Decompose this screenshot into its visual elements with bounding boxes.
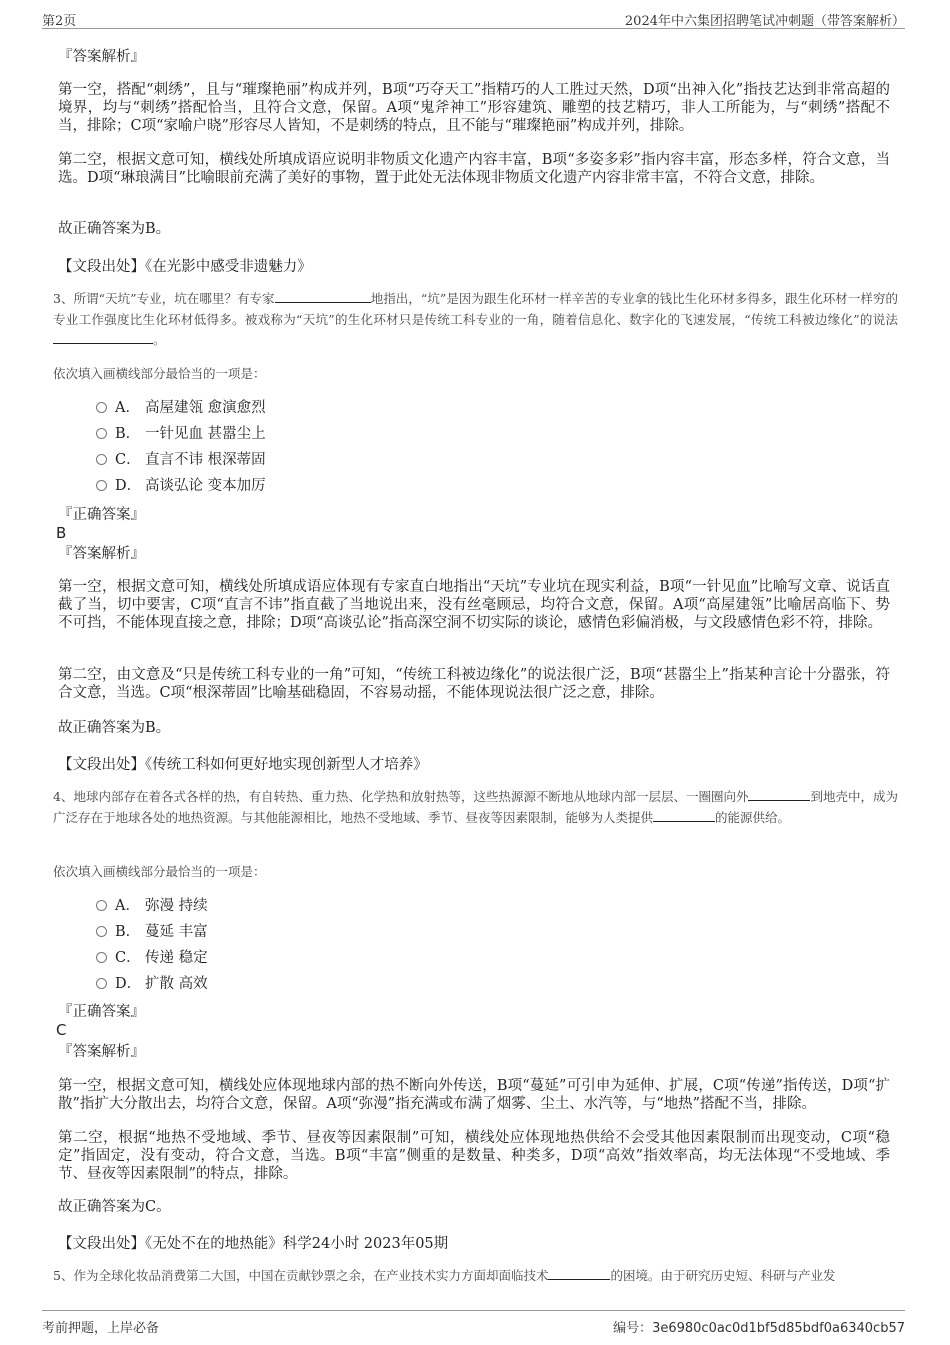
analysis-paragraph: 第一空，根据文意可知，横线处所填成语应体现有专家直白地指出“天坑”专业坑在现实利益，B项“一针见血”比喻写文章、说话直截了当，切中要害，C项“直言不讳”指直截了当地说出来，没有丝毫顾忌，均符合文意，保留。A项“高屋建瓴”比喻居高临下、势不可挡，不能体现直接之意，排除；D项“高谈弘论”指高深空洞不切实际的谈论，感情色彩偏消极，与文段感情色彩不符，排除。 bbox=[58, 579, 890, 631]
answer-blank bbox=[548, 1267, 610, 1280]
question-3-text: 3、所谓“天坑”专业，坑在哪里？有专家 地指出，“坑”是因为跟生化环材一样辛苦的专业拿的钱比生化环材多得多，跟生化环材一样穷的专业工作强度比生化环材低得多。被戏称为“天坑”的生化环材只是传统工科专业的一角，随着信息化、数字化的飞速发展，“传统工科被边缘化”的说法。 bbox=[53, 291, 898, 347]
option-c[interactable]: C． 传递 稳定 bbox=[96, 948, 208, 968]
analysis-paragraph: 第一空，根据文意可知，横线处应体现地球内部的热不断向外传送，B项“蔓延”可引申为延伸、扩展，C项“传递”指传送，D项“扩散”指扩大分散出去，均符合文意，保留。A项“弥漫”指充满或布满了烟雾、尘土、水汽等，与“地热”搭配不当，排除。 bbox=[58, 1078, 890, 1112]
correct-answer-label: 『正确答案』 bbox=[58, 507, 145, 523]
radio-icon[interactable] bbox=[96, 454, 107, 465]
option-b[interactable]: B． 蔓延 丰富 bbox=[96, 922, 208, 942]
analysis-paragraph: 第二空，根据“地热不受地域、季节、昼夜等因素限制”可知，横线处应体现地热供给不会受其他因素限制而出现变动，C项“稳定”指固定，没有变动，符合文意，当选。B项“丰富”侧重的是数量、种类多，D项“高效”指效率高，均无法体现“不受地域、季节、昼夜等因素限制”的特点，排除。 bbox=[58, 1130, 891, 1182]
footer-slogan: 考前押题，上岸必备 bbox=[42, 1321, 160, 1336]
document-title: 2024年中六集团招聘笔试冲刺题（带答案解析） bbox=[624, 14, 905, 29]
radio-icon[interactable] bbox=[96, 900, 107, 911]
source-citation: 【文段出处】《在光影中感受非遗魅力》 bbox=[58, 259, 312, 275]
answer-blank bbox=[653, 809, 715, 822]
page-footer bbox=[42, 1310, 905, 1337]
analysis-label: 『答案解析』 bbox=[58, 546, 145, 562]
option-d[interactable]: D． 高谈弘论 变本加厉 bbox=[96, 476, 266, 496]
source-citation: 【文段出处】《传统工科如何更好地实现创新型人才培养》 bbox=[58, 757, 428, 773]
page-number: 第2页 bbox=[42, 14, 77, 29]
question-4-text: 4、地球内部存在着各式各样的热，有自转热、重力热、化学热和放射热等，这些热源源不断地从地球内部一层层、一圈圈向外 到地壳中，成为广泛存在于地球各处的地热资源。与其他能源相比，地热不受地域、季节、昼夜等因素限制，能够为人类提供 的能源供给。 bbox=[53, 789, 898, 825]
radio-icon[interactable] bbox=[96, 978, 107, 989]
radio-icon[interactable] bbox=[96, 926, 107, 937]
correct-answer-label: 『正确答案』 bbox=[58, 1004, 145, 1020]
analysis-paragraph: 第一空，搭配“刺绣”，且与“璀璨艳丽”构成并列，B项“巧夺天工”指精巧的人工胜过天然，D项“出神入化”指技艺达到非常高超的境界，均与“刺绣”搭配恰当，且符合文意，保留。A项“鬼斧神工”形容建筑、雕塑的技艺精巧，非人工所能为，与“刺绣”搭配不当，排除；C项“家喻户晓”形容尽人皆知，不是刺绣的特点，且不能与“璀璨艳丽”构成并列，排除。 bbox=[58, 82, 890, 134]
analysis-paragraph: 第二空，根据文意可知，横线处所填成语应说明非物质文化遗产内容丰富，B项“多姿多彩”指内容丰富，形态多样，符合文意，当选。D项“琳琅满目”比喻眼前充满了美好的事物，置于此处无法体现非物质文化遗产内容非常丰富，不符合文意，排除。 bbox=[58, 152, 890, 186]
document-code: 编号：3e6980c0ac0d1bf5d85bdf0a6340cb57 bbox=[613, 1321, 905, 1336]
question-instruction: 依次填入画横线部分最恰当的一项是： bbox=[53, 864, 266, 879]
question-instruction: 依次填入画横线部分最恰当的一项是： bbox=[53, 366, 266, 381]
option-b[interactable]: B． 一针见血 甚嚣尘上 bbox=[96, 424, 266, 444]
analysis-label: 『答案解析』 bbox=[58, 49, 145, 65]
analysis-paragraph: 第二空，由文意及“只是传统工科专业的一角”可知，“传统工科被边缘化”的说法很广泛，B项“甚嚣尘上”指某种言论十分嚣张，符合文意，当选。C项“根深蒂固”比喻基础稳固，不容易动摇，不能体现说法很广泛之意，排除。 bbox=[58, 667, 890, 701]
correct-answer: B bbox=[56, 524, 67, 542]
option-d[interactable]: D． 扩散 高效 bbox=[96, 974, 208, 994]
conclusion: 故正确答案为B。 bbox=[58, 720, 171, 736]
question-5-text: 5、作为全球化妆品消费第二大国，中国在贡献钞票之余，在产业技术实力方面却面临技术 的困境。由于研究历史短、科研与产业发 bbox=[53, 1268, 836, 1283]
source-citation: 【文段出处】《无处不在的地热能》科学24小时 2023年05期 bbox=[58, 1236, 449, 1252]
conclusion: 故正确答案为B。 bbox=[58, 221, 171, 237]
answer-blank bbox=[275, 290, 371, 303]
conclusion: 故正确答案为C。 bbox=[58, 1199, 171, 1215]
analysis-label: 『答案解析』 bbox=[58, 1044, 145, 1060]
radio-icon[interactable] bbox=[96, 480, 107, 491]
option-c[interactable]: C． 直言不讳 根深蒂固 bbox=[96, 450, 266, 470]
radio-icon[interactable] bbox=[96, 428, 107, 439]
radio-icon[interactable] bbox=[96, 952, 107, 963]
correct-answer: C bbox=[56, 1021, 67, 1039]
answer-blank bbox=[53, 331, 153, 344]
radio-icon[interactable] bbox=[96, 402, 107, 413]
answer-blank bbox=[748, 788, 810, 801]
option-a[interactable]: A． 弥漫 持续 bbox=[96, 896, 208, 916]
option-a[interactable]: A． 高屋建瓴 愈演愈烈 bbox=[96, 398, 266, 418]
